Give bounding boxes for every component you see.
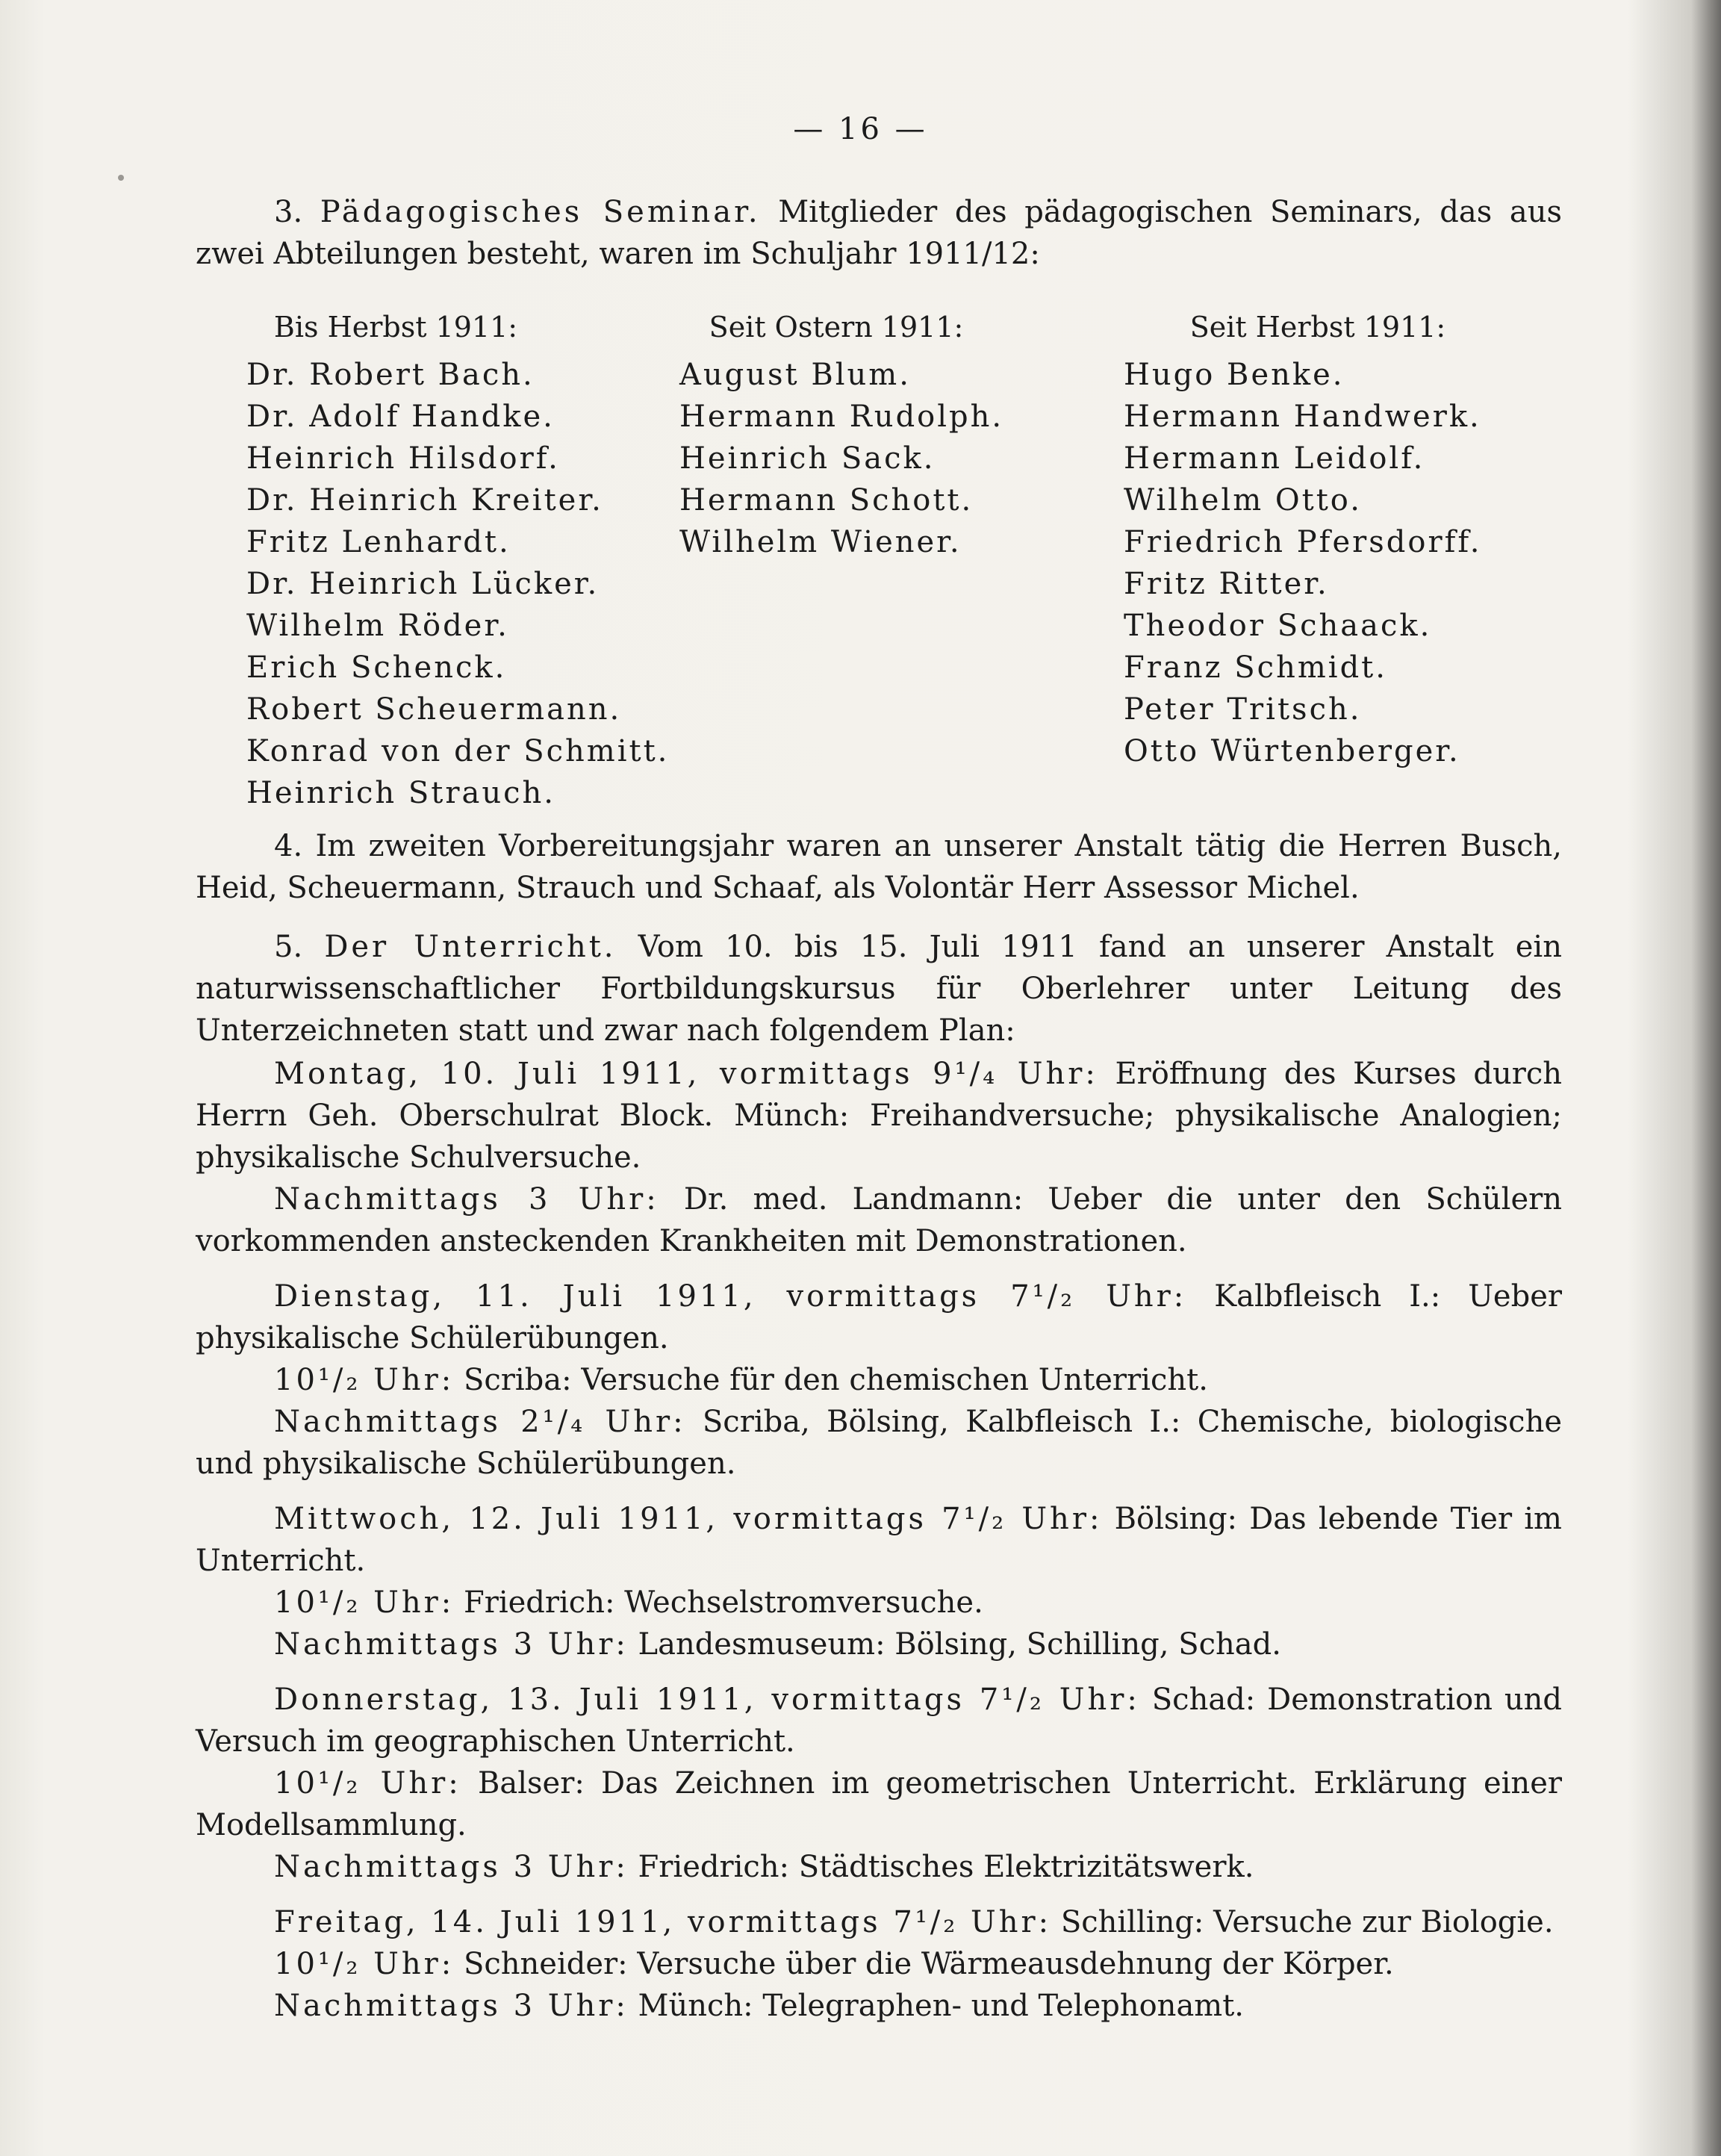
section-5-text: Vom 10. bis 15. Juli 1911 fand an unserer Anstalt ein naturwissenschaftlicher Fortbildungskursus für Oberlehrer unter Leitung des Unterzeichneten statt und zwar nach folgendem Plan: [196,930,1562,1048]
schedule-topic: Friedrich: Wechselstromversuche. [454,1585,983,1620]
schedule-time: 10¹/₂ Uhr: [274,1585,455,1620]
seminar-member-name: Fritz Lenhardt. [246,525,511,559]
schedule-entry [196,1679,1562,1762]
name-list [1124,354,1482,772]
column-seit-ostern [679,306,1003,563]
column-heading: Seit Ostern 1911: [709,311,964,344]
seminar-member-name: Theodor Schaack. [1124,609,1432,643]
schedule-entry [196,1582,1562,1624]
schedule-entry [196,1498,1562,1582]
schedule-topic: Schad: Demonstration und Versuch im geographischen Unterricht. [196,1683,1562,1759]
schedule-topic: Friedrich: Städtisches Elektrizitätswerk. [628,1850,1254,1884]
seminar-member-name: Hermann Handwerk. [1124,400,1481,434]
seminar-member-name: Dr. Adolf Handke. [246,400,555,434]
name-list [679,354,1003,563]
seminar-member-name: Dr. Heinrich Kreiter. [246,483,603,518]
seminar-member-name: Heinrich Sack. [679,441,936,476]
page-number: — 16 — [793,112,928,146]
course-schedule [196,1053,1562,2027]
seminar-member-name: Fritz Ritter. [1124,567,1329,601]
schedule-topic: Kalbfleisch I.: Ueber physikalische Schülerübungen. [196,1279,1562,1355]
schedule-entry [196,1901,1562,1943]
column-seit-herbst [1124,306,1482,772]
schedule-entry [196,1401,1562,1485]
seminar-member-name: Franz Schmidt. [1124,650,1387,685]
schedule-entry [196,1053,1562,1178]
schedule-time: Nachmittags 3 Uhr: [274,1627,629,1662]
seminar-member-name: Wilhelm Otto. [1124,483,1362,518]
schedule-entry [196,1846,1562,1888]
schedule-entry [196,1178,1562,1262]
schedule-entry [196,1943,1562,1985]
seminar-member-name: Hermann Leidolf. [1124,441,1425,476]
schedule-time: 10¹/₂ Uhr: [274,1947,455,1981]
schedule-entry [196,1276,1562,1359]
schedule-time: Nachmittags 2¹/₄ Uhr: [274,1405,686,1439]
seminar-member-name: Hermann Schott. [679,483,974,518]
schedule-entry [196,1624,1562,1665]
schedule-topic: Bölsing: Das lebende Tier im Unterricht. [196,1502,1562,1578]
section-3-title: Pädagogisches Seminar. [320,195,761,229]
column-bis-herbst [246,306,669,814]
schedule-topic: Schneider: Versuche über die Wärmeausdehnung der Körper. [454,1947,1394,1981]
schedule-time: Dienstag, 11. Juli 1911, vormittags 7¹/₂ Uhr: [274,1279,1187,1314]
seminar-member-name: Peter Tritsch. [1124,692,1362,727]
seminar-member-name: Wilhelm Röder. [246,609,509,643]
seminar-member-name: Erich Schenck. [246,650,507,685]
seminar-member-name: Dr. Robert Bach. [246,358,535,392]
section-4-paragraph [196,825,1562,909]
schedule-time: Mittwoch, 12. Juli 1911, vormittags 7¹/₂ Uhr: [274,1502,1103,1536]
schedule-time: Nachmittags 3 Uhr: [274,1850,629,1884]
schedule-topic: Dr. med. Landmann: Ueber die unter den Schülern vorkommenden ansteckenden Krankheiten mit Demonstrationen. [196,1182,1562,1258]
schedule-entry [196,1762,1562,1846]
paper-speck [118,175,124,181]
schedule-time: 10¹/₂ Uhr: [274,1363,455,1397]
schedule-entry [196,1359,1562,1401]
column-heading: Seit Herbst 1911: [1189,311,1446,344]
seminar-member-name: August Blum. [679,358,911,392]
schedule-topic: Scriba: Versuche für den chemischen Unterricht. [454,1363,1208,1397]
seminar-member-name: Wilhelm Wiener. [679,525,962,559]
section-3-paragraph [196,191,1562,275]
schedule-time: Nachmittags 3 Uhr: [274,1989,629,2023]
schedule-time: 10¹/₂ Uhr: [274,1766,461,1801]
seminar-member-name: Heinrich Strauch. [246,776,555,810]
seminar-member-name: Otto Würtenberger. [1124,734,1460,768]
schedule-topic: Landesmuseum: Bölsing, Schilling, Schad. [628,1627,1281,1662]
seminar-member-name: Heinrich Hilsdorf. [246,441,560,476]
column-heading: Bis Herbst 1911: [273,311,518,344]
section-4-text: 4. Im zweiten Vorbereitungsjahr waren an unserer Anstalt tätig die Herren Busch, Heid, Scheuermann, Strauch und Schaaf, als Volontär Herr Assessor Michel. [196,829,1562,905]
seminar-member-name: Robert Scheuermann. [246,692,622,727]
seminar-member-name: Hugo Benke. [1124,358,1345,392]
seminar-member-name: Hermann Rudolph. [679,400,1004,434]
schedule-topic: Scriba, Bölsing, Kalbfleisch I.: Chemische, biologische und physikalische Schülerübungen. [196,1405,1562,1481]
schedule-time: Montag, 10. Juli 1911, vormittags 9¹/₄ Uhr: [274,1057,1098,1091]
schedule-time: Donnerstag, 13. Juli 1911, vormittags 7¹/₂ Uhr: [274,1683,1140,1717]
schedule-time: Nachmittags 3 Uhr: [274,1182,659,1217]
seminar-member-name: Friedrich Pfersdorff. [1124,525,1482,559]
schedule-topic: Balser: Das Zeichnen im geometrischen Unterricht. Erklärung einer Modellsammlung. [196,1766,1562,1842]
schedule-entry [196,1985,1562,2027]
name-list [246,354,669,814]
schedule-topic: Münch: Telegraphen- und Telephonamt. [628,1989,1245,2023]
schedule-time: Freitag, 14. Juli 1911, vormittags 7¹/₂ Uhr: [274,1905,1052,1939]
seminar-member-name: Konrad von der Schmitt. [246,734,670,768]
seminar-member-name: Dr. Heinrich Lücker. [246,567,600,601]
section-5-number: 5. [274,930,303,964]
section-3-text: Mitglieder des pädagogischen Seminars, das aus zwei Abteilungen besteht, waren im Schuljahr 1911/12: [196,195,1563,271]
section-5-paragraph [196,926,1562,1051]
section-5-title: Der Unterricht. [324,930,617,964]
schedule-topic: Schilling: Versuche zur Biologie. [1051,1905,1554,1939]
section-3-number: 3. [274,195,303,229]
schedule-topic: Eröffnung des Kurses durch Herrn Geh. Oberschulrat Block. Münch: Freihandversuche; physikalische Analogien; physikalische Schulversuche. [196,1057,1563,1175]
